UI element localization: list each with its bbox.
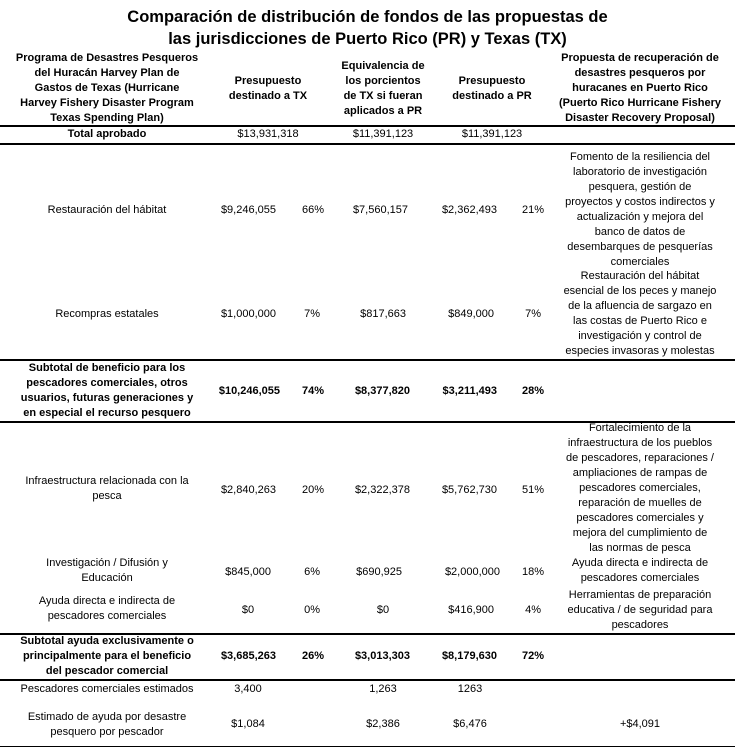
cell-budget-pr: $2,362,493 bbox=[441, 204, 497, 216]
header-proposal-line: Disaster Recovery Proposal) bbox=[565, 112, 715, 124]
title-line-2: las jurisdicciones de Puerto Rico (PR) y Texas (TX) bbox=[168, 30, 567, 48]
proposal-line: reparación de muelles de bbox=[578, 497, 702, 509]
proposal-line: de la afluencia de sargazo en bbox=[568, 300, 712, 312]
header-program-line: Programa de Desastres Pesqueros bbox=[15, 52, 199, 64]
header-equivalence-line: los porcientos bbox=[345, 75, 421, 87]
proposal-line: ampliaciones de rampas de bbox=[572, 467, 708, 479]
cell-budget-pr: $11,391,123 bbox=[461, 128, 523, 140]
row-label: Total aprobado bbox=[67, 128, 147, 140]
proposal-line: Restauración del hábitat bbox=[580, 270, 700, 282]
header-budget-pr-line: Presupuesto bbox=[458, 75, 526, 87]
cell-budget-tx: $2,840,263 bbox=[220, 484, 276, 496]
proposal-line: pescadores comerciales, bbox=[579, 482, 701, 494]
cell-pct-tx: 0% bbox=[304, 604, 320, 616]
cell-equivalence: $7,560,157 bbox=[352, 204, 408, 216]
cell-equivalence: $8,377,820 bbox=[354, 385, 410, 397]
cell-budget-tx: $10,246,055 bbox=[218, 385, 280, 397]
cell-budget-pr: $3,211,493 bbox=[442, 385, 497, 397]
header-equivalence-line: aplicados a PR bbox=[343, 105, 423, 117]
proposal-line: Ayuda directa e indirecta de bbox=[571, 557, 709, 569]
proposal-line: pescadores comerciales bbox=[580, 572, 700, 584]
header-proposal-line: Propuesta de recuperación de bbox=[561, 52, 719, 64]
proposal-line: actualización y mejora del bbox=[576, 211, 704, 223]
cell-budget-tx: $3,685,263 bbox=[220, 650, 276, 662]
cell-budget-pr: $5,762,730 bbox=[441, 484, 497, 496]
proposal-line: laboratorio de investigación bbox=[573, 166, 707, 178]
proposal-line: investigación y control de bbox=[578, 330, 702, 342]
header-budget-tx-line: destinado a TX bbox=[228, 90, 308, 102]
proposal-line: banco de datos de bbox=[594, 226, 686, 238]
proposal-line: las costas de Puerto Rico e bbox=[573, 315, 707, 327]
proposal-line: Fortalecimiento de la bbox=[588, 422, 692, 434]
header-program-line: Harvey Fishery Disaster Program bbox=[20, 97, 194, 109]
proposal-line: comerciales bbox=[610, 256, 670, 268]
proposal-line: proyectos y costos indirectos y bbox=[565, 196, 715, 208]
row-label-line: Estimado de ayuda por desastre bbox=[27, 711, 187, 723]
header-proposal-line: desastres pesqueros por bbox=[574, 67, 706, 79]
proposal-line: las normas de pesca bbox=[589, 542, 691, 554]
row-label-line: pescadores comerciales bbox=[47, 610, 167, 622]
divider bbox=[0, 746, 735, 747]
row-label-line: Infraestructura relacionada con la bbox=[25, 475, 189, 487]
cell-equivalence: $0 bbox=[376, 604, 390, 616]
cell-pct-pr: 28% bbox=[521, 385, 544, 397]
cell-pct-tx: 6% bbox=[304, 566, 320, 578]
cell-budget-pr: $416,900 bbox=[448, 604, 494, 616]
proposal-line: especies invasoras y molestas bbox=[565, 345, 715, 357]
row-label-line: pesca bbox=[92, 490, 122, 502]
row-label: Recompras estatales bbox=[55, 308, 159, 320]
row-label-line: usuarios, futuras generaciones y bbox=[20, 392, 194, 404]
row-label: Pescadores comerciales estimados bbox=[20, 683, 194, 695]
row-label-line: pesquero por pescador bbox=[50, 726, 164, 738]
proposal-line: infraestructura de los pueblos bbox=[567, 437, 713, 449]
cell-pct-pr: 18% bbox=[521, 566, 544, 578]
cell-budget-pr: $849,000 bbox=[448, 308, 494, 320]
header-equivalence-line: Equivalencia de bbox=[341, 60, 425, 72]
cell-pct-pr: 7% bbox=[525, 308, 541, 320]
cell-pct-pr: 72% bbox=[521, 650, 544, 662]
cell-proposal: +$4,091 bbox=[619, 718, 661, 730]
row-label-line: Ayuda directa e indirecta de bbox=[38, 595, 176, 607]
cell-pct-tx: 26% bbox=[301, 650, 324, 662]
cell-equivalence: $11,391,123 bbox=[352, 128, 414, 140]
header-proposal-line: (Puerto Rico Hurricane Fishery bbox=[559, 97, 721, 109]
proposal-line: educativa / de seguridad para bbox=[567, 604, 713, 616]
cell-budget-tx: $13,931,318 bbox=[237, 128, 299, 140]
cell-pct-tx: 66% bbox=[301, 204, 324, 216]
proposal-line: desembarques de pesquerías bbox=[567, 241, 713, 253]
proposal-line: Herramientas de preparación bbox=[568, 589, 712, 601]
row-label-line: del pescador comercial bbox=[45, 665, 169, 677]
cell-budget-pr: $8,179,630 bbox=[441, 650, 497, 662]
proposal-line: pescadores bbox=[611, 619, 669, 631]
cell-pct-pr: 21% bbox=[521, 204, 544, 216]
proposal-line: esencial de los peces y manejo bbox=[563, 285, 717, 297]
row-label: Restauración del hábitat bbox=[47, 204, 167, 216]
row-label-line: Educación bbox=[81, 572, 133, 584]
header-program-line: del Huracán Harvey Plan de bbox=[34, 67, 180, 79]
proposal-line: mejora del cumplimiento de bbox=[572, 527, 708, 539]
cell-budget-tx: $1,000,000 bbox=[220, 308, 276, 320]
proposal-line: Fomento de la resiliencia del bbox=[569, 151, 711, 163]
row-label-line: Subtotal ayuda exclusivamente o bbox=[20, 635, 194, 647]
row-label-line: Investigación / Difusión y bbox=[46, 557, 168, 569]
cell-budget-pr: $6,476 bbox=[453, 718, 487, 730]
title-line-1: Comparación de distribución de fondos de las propuestas de bbox=[127, 8, 608, 26]
cell-equivalence: $817,663 bbox=[360, 308, 406, 320]
cell-budget-tx: $9,246,055 bbox=[220, 204, 276, 216]
row-label-line: en especial el recurso pesquero bbox=[23, 407, 191, 419]
cell-pct-pr: 51% bbox=[521, 484, 544, 496]
header-proposal-line: huracanes en Puerto Rico bbox=[572, 82, 708, 94]
cell-equivalence: 1,263 bbox=[369, 683, 397, 695]
cell-budget-tx: $845,000 bbox=[225, 566, 271, 578]
header-equivalence-line: de TX si fueran bbox=[343, 90, 423, 102]
cell-budget-tx: $1,084 bbox=[231, 718, 265, 730]
cell-budget-tx: 3,400 bbox=[234, 683, 262, 695]
row-label-line: principalmente para el beneficio bbox=[22, 650, 192, 662]
proposal-line: pescadores comerciales y bbox=[576, 512, 704, 524]
row-label-line: pescadores comerciales, otros bbox=[26, 377, 188, 389]
divider bbox=[0, 143, 735, 145]
cell-equivalence: $690,925 bbox=[356, 566, 402, 578]
cell-pct-tx: 20% bbox=[301, 484, 324, 496]
cell-pct-tx: 74% bbox=[301, 385, 324, 397]
header-program-line: Gastos de Texas (Hurricane bbox=[34, 82, 180, 94]
cell-equivalence: $3,013,303 bbox=[354, 650, 410, 662]
cell-pct-tx: 7% bbox=[304, 308, 320, 320]
header-budget-pr-line: destinado a PR bbox=[452, 90, 532, 102]
proposal-line: pesquera, gestión de bbox=[588, 181, 692, 193]
cell-budget-pr: 1263 bbox=[457, 683, 483, 695]
divider bbox=[0, 679, 735, 681]
cell-pct-pr: 4% bbox=[525, 604, 541, 616]
cell-budget-tx: $0 bbox=[241, 604, 255, 616]
table-title bbox=[0, 6, 735, 50]
proposal-line: de pescadores, reparaciones / bbox=[566, 452, 714, 464]
cell-equivalence: $2,322,378 bbox=[354, 484, 410, 496]
row-label-line: Subtotal de beneficio para los bbox=[28, 362, 186, 374]
cell-equivalence: $2,386 bbox=[366, 718, 400, 730]
cell-budget-pr: $2,000,000 bbox=[444, 566, 500, 578]
header-program-line: Texas Spending Plan) bbox=[50, 112, 164, 124]
header-budget-tx-line: Presupuesto bbox=[234, 75, 302, 87]
